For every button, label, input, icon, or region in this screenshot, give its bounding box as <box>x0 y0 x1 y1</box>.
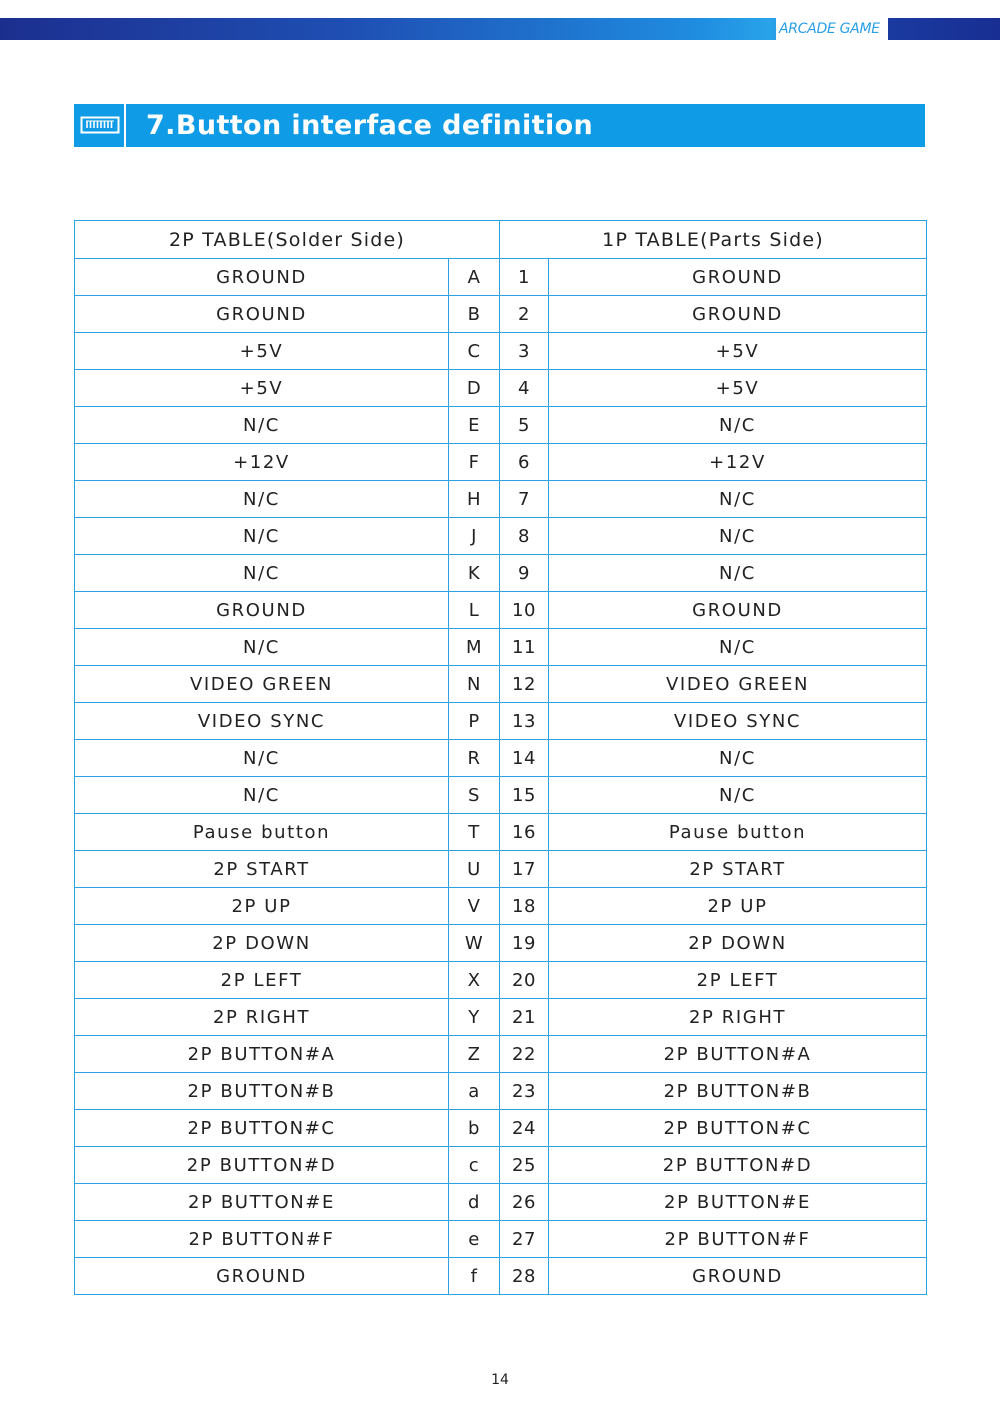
parts-side-signal: 2P UP <box>549 888 927 925</box>
pin-number: 10 <box>500 592 549 629</box>
pin-letter: H <box>449 481 500 518</box>
pin-number: 12 <box>500 666 549 703</box>
table-row <box>75 814 927 851</box>
pin-number: 2 <box>500 296 549 333</box>
pin-number: 20 <box>500 962 549 999</box>
parts-side-signal: 2P START <box>549 851 927 888</box>
pin-letter: N <box>449 666 500 703</box>
solder-side-signal: +5V <box>75 333 449 370</box>
pin-number: 11 <box>500 629 549 666</box>
solder-side-signal: N/C <box>75 777 449 814</box>
solder-side-signal: 2P BUTTON#F <box>75 1221 449 1258</box>
solder-side-signal: GROUND <box>75 259 449 296</box>
parts-side-signal: N/C <box>549 481 927 518</box>
solder-side-signal: N/C <box>75 740 449 777</box>
pin-number: 3 <box>500 333 549 370</box>
pin-letter: K <box>449 555 500 592</box>
table-row <box>75 1147 927 1184</box>
connector-icon <box>74 104 126 147</box>
pin-number: 7 <box>500 481 549 518</box>
solder-side-header: 2P TABLE(Solder Side) <box>75 221 500 259</box>
solder-side-signal: VIDEO GREEN <box>75 666 449 703</box>
table-row <box>75 555 927 592</box>
parts-side-signal: 2P LEFT <box>549 962 927 999</box>
pin-letter: W <box>449 925 500 962</box>
table-row <box>75 296 927 333</box>
pin-letter: a <box>449 1073 500 1110</box>
pin-letter: F <box>449 444 500 481</box>
pin-letter: E <box>449 407 500 444</box>
table-row <box>75 703 927 740</box>
solder-side-signal: 2P LEFT <box>75 962 449 999</box>
table-row <box>75 444 927 481</box>
parts-side-signal: 2P RIGHT <box>549 999 927 1036</box>
parts-side-signal: GROUND <box>549 1258 927 1295</box>
pin-letter: X <box>449 962 500 999</box>
parts-side-signal: Pause button <box>549 814 927 851</box>
pin-letter: R <box>449 740 500 777</box>
parts-side-signal: VIDEO SYNC <box>549 703 927 740</box>
parts-side-signal: N/C <box>549 629 927 666</box>
parts-side-signal: +5V <box>549 370 927 407</box>
parts-side-signal: 2P BUTTON#C <box>549 1110 927 1147</box>
pin-letter: D <box>449 370 500 407</box>
table-row <box>75 407 927 444</box>
parts-side-signal: 2P BUTTON#B <box>549 1073 927 1110</box>
table-row <box>75 1073 927 1110</box>
pin-number: 9 <box>500 555 549 592</box>
pin-number: 22 <box>500 1036 549 1073</box>
pin-letter: A <box>449 259 500 296</box>
pin-number: 16 <box>500 814 549 851</box>
solder-side-signal: N/C <box>75 518 449 555</box>
parts-side-signal: VIDEO GREEN <box>549 666 927 703</box>
parts-side-signal: 2P DOWN <box>549 925 927 962</box>
parts-side-signal: 2P BUTTON#E <box>549 1184 927 1221</box>
table-row <box>75 1036 927 1073</box>
table-row <box>75 777 927 814</box>
parts-side-signal: GROUND <box>549 592 927 629</box>
solder-side-signal: GROUND <box>75 592 449 629</box>
pin-letter: f <box>449 1258 500 1295</box>
solder-side-signal: 2P BUTTON#B <box>75 1073 449 1110</box>
solder-side-signal: VIDEO SYNC <box>75 703 449 740</box>
table-row <box>75 999 927 1036</box>
pin-definition-table <box>74 220 927 1295</box>
pin-number: 27 <box>500 1221 549 1258</box>
pin-letter: S <box>449 777 500 814</box>
table-header-row <box>75 221 927 259</box>
parts-side-header: 1P TABLE(Parts Side) <box>500 221 927 259</box>
parts-side-signal: +12V <box>549 444 927 481</box>
pin-number: 8 <box>500 518 549 555</box>
pin-number: 26 <box>500 1184 549 1221</box>
solder-side-signal: GROUND <box>75 1258 449 1295</box>
pin-number: 6 <box>500 444 549 481</box>
parts-side-signal: N/C <box>549 740 927 777</box>
solder-side-signal: 2P BUTTON#A <box>75 1036 449 1073</box>
pin-letter: M <box>449 629 500 666</box>
table-row <box>75 259 927 296</box>
pin-letter: b <box>449 1110 500 1147</box>
parts-side-signal: 2P BUTTON#D <box>549 1147 927 1184</box>
parts-side-signal: N/C <box>549 518 927 555</box>
pin-number: 19 <box>500 925 549 962</box>
parts-side-signal: +5V <box>549 333 927 370</box>
table-row <box>75 1184 927 1221</box>
table-row <box>75 962 927 999</box>
parts-side-signal: GROUND <box>549 296 927 333</box>
solder-side-signal: N/C <box>75 407 449 444</box>
parts-side-signal: 2P BUTTON#A <box>549 1036 927 1073</box>
solder-side-signal: +12V <box>75 444 449 481</box>
table-row <box>75 666 927 703</box>
pin-number: 18 <box>500 888 549 925</box>
table-row <box>75 888 927 925</box>
pin-number: 1 <box>500 259 549 296</box>
parts-side-signal: N/C <box>549 555 927 592</box>
solder-side-signal: N/C <box>75 481 449 518</box>
parts-side-signal: N/C <box>549 777 927 814</box>
table-row <box>75 1110 927 1147</box>
pin-number: 4 <box>500 370 549 407</box>
pin-number: 17 <box>500 851 549 888</box>
solder-side-signal: 2P RIGHT <box>75 999 449 1036</box>
section-header <box>74 104 925 147</box>
parts-side-signal: 2P BUTTON#F <box>549 1221 927 1258</box>
table-row <box>75 592 927 629</box>
table-row <box>75 629 927 666</box>
table-row <box>75 481 927 518</box>
pin-rows <box>75 259 927 1295</box>
pin-letter: e <box>449 1221 500 1258</box>
table-row <box>75 925 927 962</box>
table-row <box>75 851 927 888</box>
solder-side-signal: GROUND <box>75 296 449 333</box>
solder-side-signal: N/C <box>75 555 449 592</box>
pin-letter: Y <box>449 999 500 1036</box>
pin-number: 15 <box>500 777 549 814</box>
table-row <box>75 1258 927 1295</box>
parts-side-signal: GROUND <box>549 259 927 296</box>
solder-side-signal: 2P BUTTON#E <box>75 1184 449 1221</box>
pin-number: 25 <box>500 1147 549 1184</box>
brand-label: ARCADE GAME <box>776 18 888 40</box>
solder-side-signal: Pause button <box>75 814 449 851</box>
pin-number: 24 <box>500 1110 549 1147</box>
pin-letter: J <box>449 518 500 555</box>
pin-letter: V <box>449 888 500 925</box>
table-row <box>75 370 927 407</box>
pin-number: 5 <box>500 407 549 444</box>
table-row <box>75 740 927 777</box>
pin-letter: C <box>449 333 500 370</box>
pin-number: 21 <box>500 999 549 1036</box>
pin-letter: Z <box>449 1036 500 1073</box>
solder-side-signal: 2P DOWN <box>75 925 449 962</box>
pin-letter: d <box>449 1184 500 1221</box>
pin-letter: T <box>449 814 500 851</box>
pin-letter: B <box>449 296 500 333</box>
page-number: 14 <box>491 1372 509 1388</box>
solder-side-signal: +5V <box>75 370 449 407</box>
solder-side-signal: 2P BUTTON#D <box>75 1147 449 1184</box>
pin-letter: c <box>449 1147 500 1184</box>
pin-letter: U <box>449 851 500 888</box>
pin-letter: L <box>449 592 500 629</box>
pin-number: 23 <box>500 1073 549 1110</box>
solder-side-signal: 2P UP <box>75 888 449 925</box>
pin-number: 14 <box>500 740 549 777</box>
solder-side-signal: 2P BUTTON#C <box>75 1110 449 1147</box>
section-title: 7.Button interface definition <box>146 110 594 141</box>
pin-letter: P <box>449 703 500 740</box>
table-row <box>75 518 927 555</box>
pin-number: 13 <box>500 703 549 740</box>
solder-side-signal: 2P START <box>75 851 449 888</box>
parts-side-signal: N/C <box>549 407 927 444</box>
pin-number: 28 <box>500 1258 549 1295</box>
table-row <box>75 333 927 370</box>
table-row <box>75 1221 927 1258</box>
solder-side-signal: N/C <box>75 629 449 666</box>
